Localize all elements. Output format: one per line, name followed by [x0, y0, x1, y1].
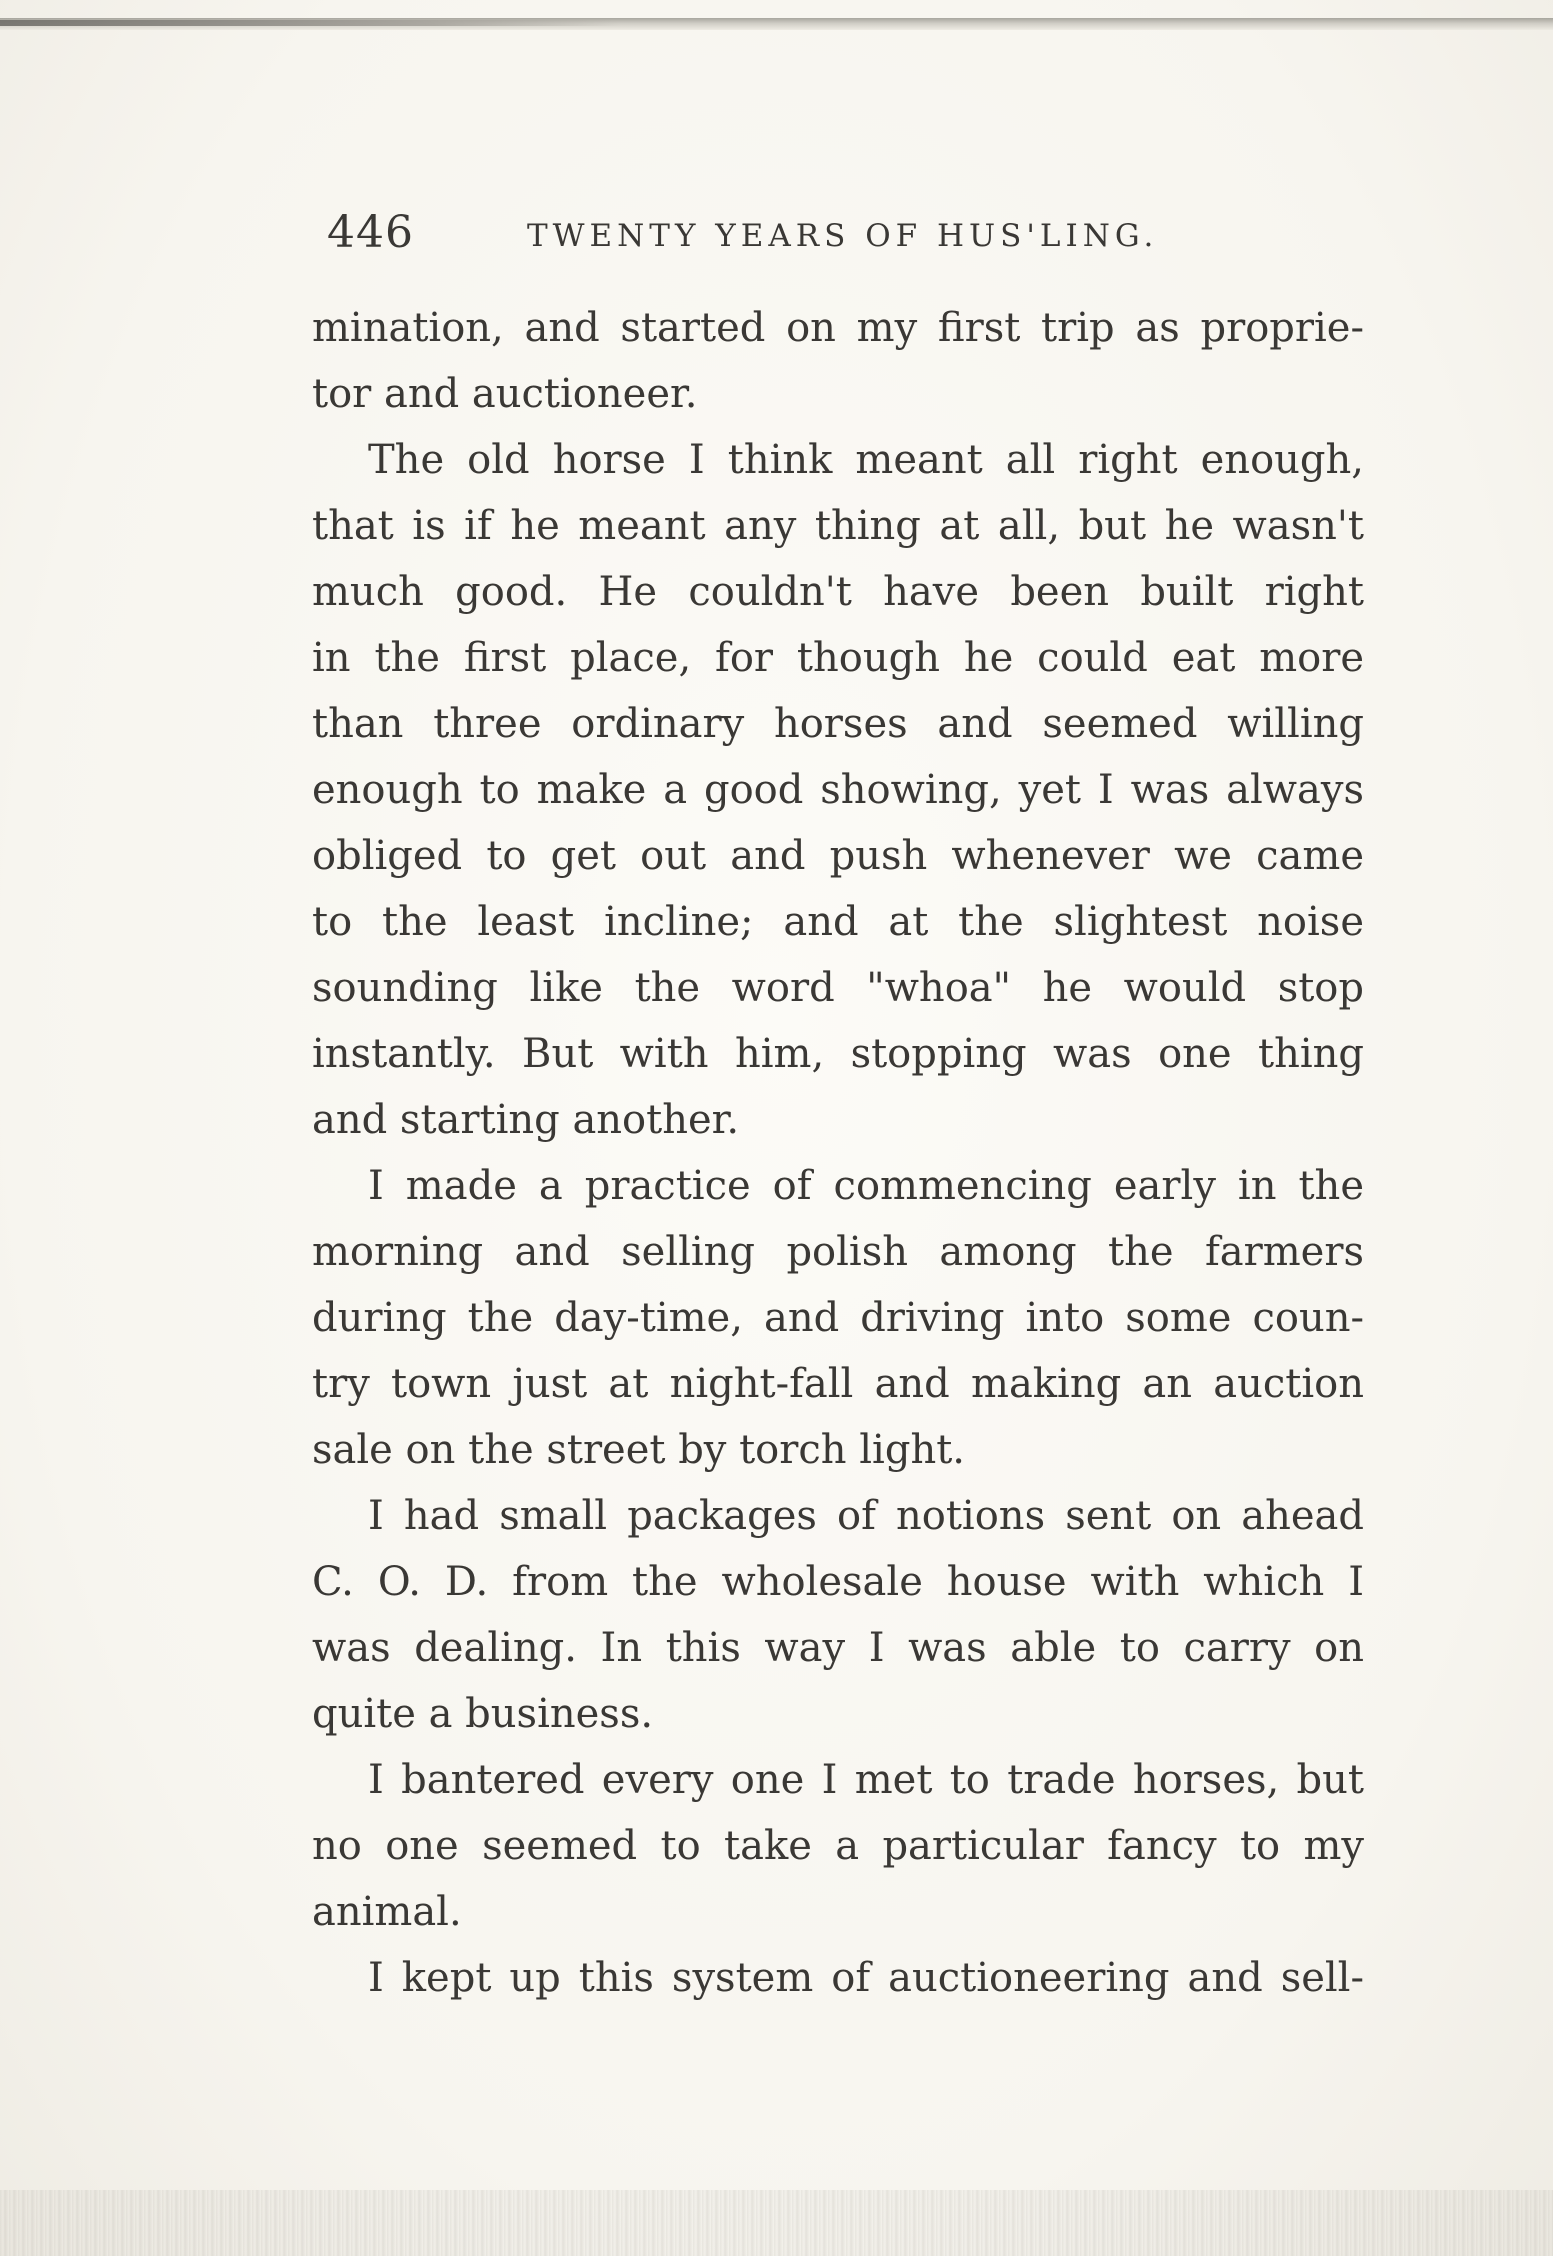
- text-line: animal.: [312, 1889, 462, 1935]
- text-line: try town just at night-fall and making an auction: [312, 1361, 1364, 1407]
- page-number: 446: [327, 207, 414, 258]
- text-line: much good. He couldn't have been built right: [312, 569, 1364, 615]
- text-line: C. O. D. from the wholesale house with which I: [312, 1559, 1364, 1605]
- text-line: The old horse I think meant all right enough,: [368, 437, 1364, 483]
- text-line: during the day-time, and driving into some coun-: [312, 1295, 1364, 1341]
- text-line: tor and auctioneer.: [312, 371, 698, 417]
- page-header: [327, 205, 1377, 265]
- text-line: I made a practice of commencing early in the: [368, 1163, 1364, 1209]
- paragraph-1: [312, 295, 1364, 427]
- paragraph-4: [312, 1483, 1364, 1747]
- text-line: I bantered every one I met to trade horses, but: [368, 1757, 1364, 1803]
- paragraph-5: [312, 1747, 1364, 1945]
- text-line: obliged to get out and push whenever we came: [312, 833, 1364, 879]
- text-line: I had small packages of notions sent on ahead: [368, 1493, 1364, 1539]
- text-line: in the first place, for though he could eat more: [312, 635, 1364, 681]
- text-line: instantly. But with him, stopping was one thing: [312, 1031, 1364, 1077]
- paragraph-3: [312, 1153, 1364, 1483]
- page-top-shadow: [0, 20, 620, 26]
- text-line: sounding like the word "whoa" he would stop: [312, 965, 1364, 1011]
- paragraph-2: [312, 427, 1364, 1153]
- text-line: quite a business.: [312, 1691, 654, 1737]
- text-line: was dealing. In this way I was able to carry on: [312, 1625, 1364, 1671]
- paragraph-6: [312, 1945, 1364, 2011]
- text-line: than three ordinary horses and seemed willing: [312, 701, 1364, 747]
- text-line: that is if he meant any thing at all, but he wasn't: [312, 503, 1364, 549]
- text-line: mination, and started on my first trip as proprie-: [312, 305, 1364, 351]
- text-line: enough to make a good showing, yet I was always: [312, 767, 1364, 813]
- text-line: to the least incline; and at the slightest noise: [312, 899, 1364, 945]
- page-bottom-texture: [0, 2190, 1553, 2256]
- text-line: no one seemed to take a particular fancy to my: [312, 1823, 1364, 1869]
- text-line: I kept up this system of auctioneering and sell-: [368, 1955, 1364, 2001]
- text-line: morning and selling polish among the farmers: [312, 1229, 1364, 1275]
- text-line: sale on the street by torch light.: [312, 1427, 966, 1473]
- running-head: TWENTY YEARS OF HUS'LING.: [527, 218, 1159, 254]
- body-text: [312, 295, 1364, 2011]
- text-line: and starting another.: [312, 1097, 740, 1143]
